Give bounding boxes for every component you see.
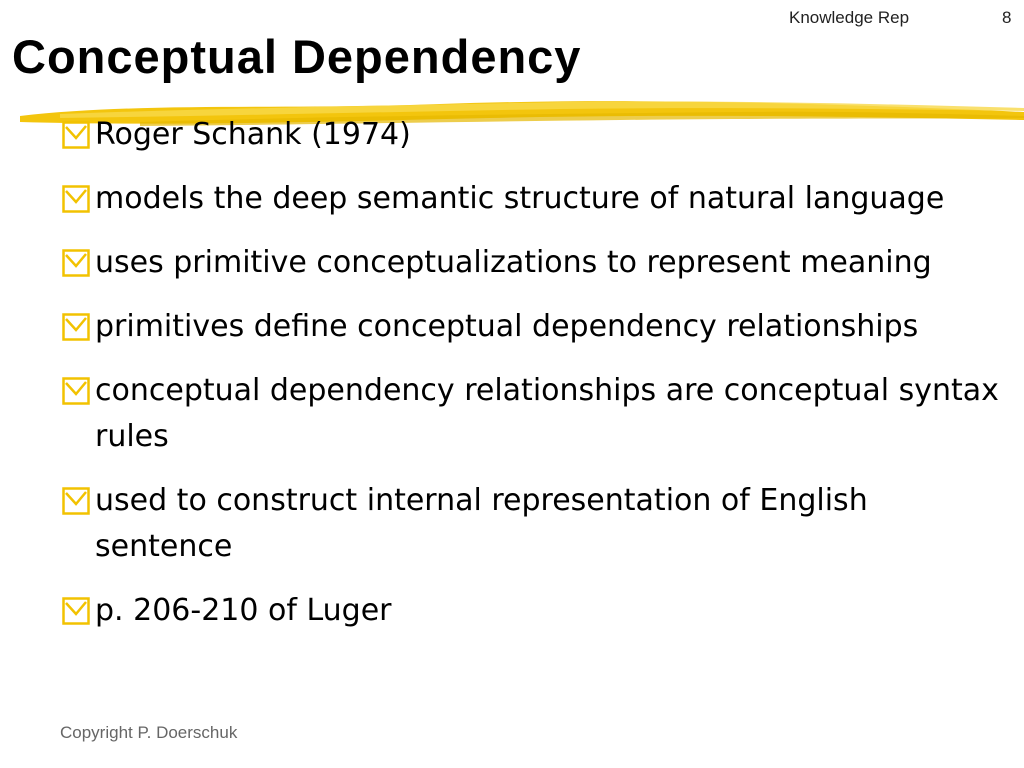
bullet-item: [62, 176, 1012, 222]
bullet-text: used to construct internal representation of English sentence: [95, 483, 868, 564]
slide-title: Conceptual Dependency: [12, 30, 582, 83]
bullet-text: primitives define conceptual dependency relationships: [95, 309, 919, 344]
bullet-item: [62, 304, 1012, 350]
bullet-list: [62, 112, 1012, 652]
bullet-item: [62, 588, 1012, 634]
bullet-item: [62, 240, 1012, 286]
bullet-text: models the deep semantic structure of natural language: [95, 181, 945, 216]
footer-copyright: Copyright P. Doerschuk: [60, 723, 238, 742]
bullet-text: uses primitive conceptualizations to represent meaning: [95, 245, 932, 280]
yellow-checkbox-icon: [62, 121, 90, 149]
bullet-text: p. 206-210 of Luger: [95, 593, 392, 628]
yellow-checkbox-icon: [62, 487, 90, 515]
yellow-checkbox-icon: [62, 377, 90, 405]
bullet-item: [62, 478, 1012, 570]
header-topic: Knowledge Rep: [789, 8, 910, 27]
yellow-checkbox-icon: [62, 313, 90, 341]
bullet-item: [62, 112, 1012, 158]
bullet-item: [62, 368, 1012, 460]
yellow-checkbox-icon: [62, 185, 90, 213]
yellow-checkbox-icon: [62, 597, 90, 625]
bullet-text: Roger Schank (1974): [95, 117, 411, 152]
bullet-text: conceptual dependency relationships are conceptual syntax rules: [95, 373, 999, 454]
page-number: 8: [1002, 8, 1012, 27]
yellow-checkbox-icon: [62, 249, 90, 277]
